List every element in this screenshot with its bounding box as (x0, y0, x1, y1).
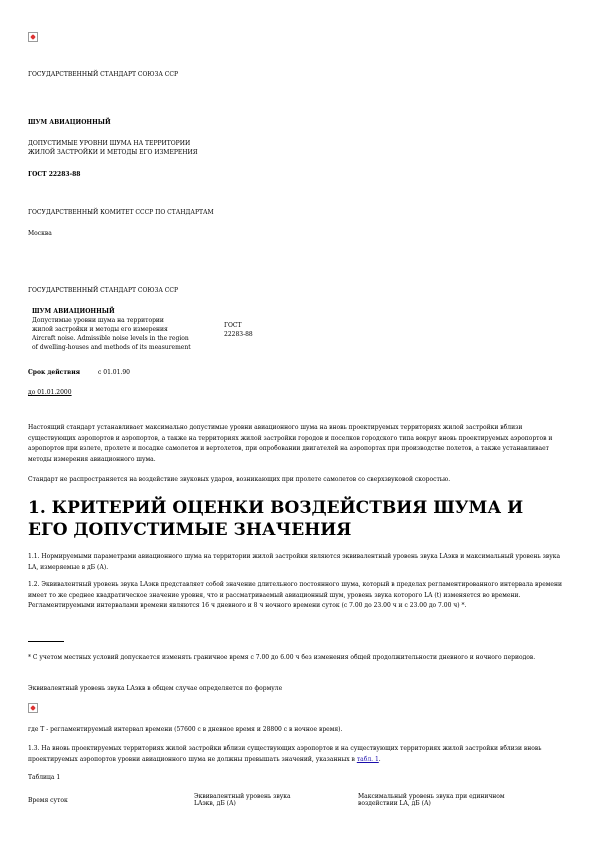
section-1-para-3: 1.3. На вновь проектируемых территориях жилой застройки вблизи существующих аэропортов и на существующих территориях жилой застройки вблизи вновь проектируемых аэропортов уровни авиационного шума не должны превышать значений, указанных в табл. 1. (28, 745, 542, 763)
header-gost-code: ГОСТ 22283-88 (28, 171, 81, 178)
title-ru-line1: Допустимые уровни шума на территории (32, 317, 164, 324)
title-en-line1: Aircraft noise. Admissible noise levels in the region (32, 335, 189, 342)
validity-from: с 01.01.90 (98, 369, 130, 376)
title-state-standard: ГОСУДАРСТВЕННЫЙ СТАНДАРТ СОЮЗА ССР (28, 287, 178, 294)
section-1-para-2: 1.2. Эквивалентный уровень звука LAэкв представляет собой значение длительного постоянного шума, который в пределах регламентированного интервала времени имеет то же среднее квадратическое значение уровня, что и рассматриваемый авиационный шум, уровень звука которого LA (t) изменяется во времени. Регламентируемыми интервалами времени являются 16 ч дневного и 8 ч ночного времени суток (с 7.00 до 23.00 ч и с 23.00 до 7.00 ч) *. (28, 581, 562, 609)
section-1-heading: 1. КРИТЕРИЙ ОЦЕНКИ ВОЗДЕЙСТВИЯ ШУМА И ЕГО ДОПУСТИМЫЕ ЗНАЧЕНИЯ (28, 498, 524, 540)
title-gost-label: ГОСТ (224, 322, 242, 329)
formula-intro: Эквивалентный уровень звука LAэкв в общем случае определяется по формуле (28, 685, 283, 692)
where-t-definition: где T - регламентируемый интервал времени (57600 с в дневное время и 28800 с в ночное время). (28, 726, 343, 733)
header-title: ШУМ АВИАЦИОННЫЙ (28, 119, 111, 126)
table-1-link[interactable]: табл. 1 (356, 755, 379, 763)
table-header-time: Время суток (28, 797, 68, 804)
intro-paragraph-2: Стандарт не распространяется на воздействие звуковых ударов, возникающих при пролете самолетов со сверхзвуковой скоростью. (28, 476, 451, 483)
table-header-maximum: Максимальный уровень звука при единичном воздействии LA, дБ (А) (358, 793, 505, 807)
title-gost-number: 22283-88 (224, 331, 253, 338)
title-en-line2: of dwelling-houses and methods of its measurement (32, 344, 191, 351)
table-header-equivalent: Эквивалентный уровень звука LAэкв, дБ (А) (194, 793, 291, 807)
header-city: Москва (28, 230, 52, 237)
header-subtitle-line2: ЖИЛОЙ ЗАСТРОЙКИ И МЕТОДЫ ЕГО ИЗМЕРЕНИЯ (28, 149, 198, 156)
header-committee: ГОСУДАРСТВЕННЫЙ КОМИТЕТ СССР ПО СТАНДАРТАМ (28, 209, 214, 216)
title-block-title: ШУМ АВИАЦИОННЫЙ (32, 308, 115, 315)
footnote: * С учетом местных условий допускается изменять граничное время с 7.00 до 6.00 ч без изменения общей продолжительности дневного и ночного периодов. (28, 654, 536, 661)
header-state-standard: ГОСУДАРСТВЕННЫЙ СТАНДАРТ СОЮЗА ССР (28, 71, 178, 78)
footnote-divider (28, 641, 64, 642)
table-1 (28, 793, 568, 807)
validity-to: до 01.01.2000 (28, 389, 72, 396)
table-caption: Таблица 1 (28, 774, 61, 781)
header-subtitle-line1: ДОПУСТИМЫЕ УРОВНИ ШУМА НА ТЕРРИТОРИИ (28, 140, 191, 147)
title-ru-line2: жилой застройки и методы его измерения (32, 326, 168, 333)
validity-label: Срок действия (28, 369, 81, 376)
broken-image-icon (28, 703, 38, 713)
broken-image-icon (28, 32, 38, 42)
intro-paragraph-1: Настоящий стандарт устанавливает максимально допустимые уровни авиационного шума на вновь проектируемых территориях жилой застройки вблизи существующих аэропортов и аэропортов, а также на территориях жилой застройки городов и поселков городского типа вокруг вновь проектируемых аэропортов и аэропортов при взлете, пролете и посадке самолетов и вертолетов, при опробовании двигателей на аэропортах при производстве полетов, а также устанавливает методы измерения авиационного шума. (28, 424, 553, 463)
section-1-para-1: 1.1. Нормируемыми параметрами авиационного шума на территории жилой застройки являются эквивалентный уровень звука LAэкв и максимальный уровень звука LA, измеряемые в дБ (А). (28, 553, 561, 571)
